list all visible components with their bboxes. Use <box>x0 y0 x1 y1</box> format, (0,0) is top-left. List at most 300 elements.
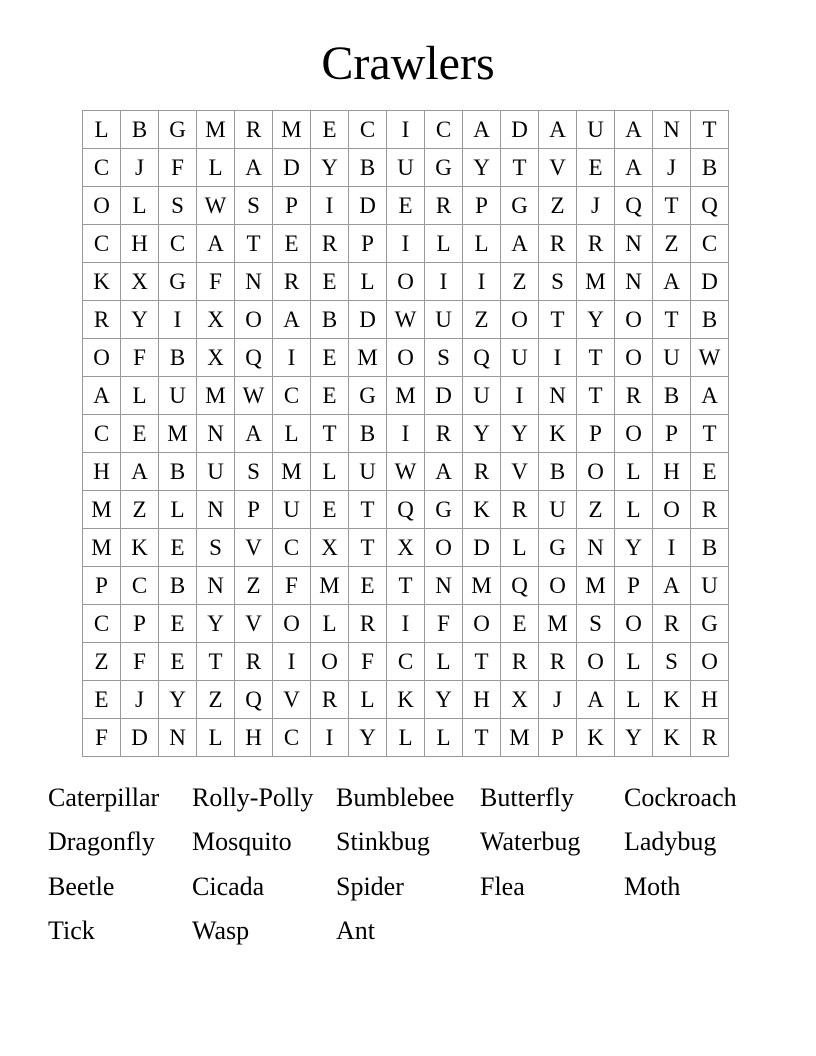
grid-cell[interactable]: Q <box>463 339 501 377</box>
grid-cell[interactable]: J <box>577 187 615 225</box>
grid-cell[interactable]: W <box>387 301 425 339</box>
grid-cell[interactable]: L <box>387 719 425 757</box>
grid-cell[interactable]: L <box>615 681 653 719</box>
grid-cell[interactable]: E <box>159 643 197 681</box>
grid-cell[interactable]: Q <box>615 187 653 225</box>
grid-cell[interactable]: K <box>83 263 121 301</box>
grid-cell[interactable]: T <box>539 301 577 339</box>
grid-cell[interactable]: I <box>539 339 577 377</box>
grid-cell[interactable]: V <box>235 529 273 567</box>
grid-cell[interactable]: A <box>425 453 463 491</box>
grid-cell[interactable]: K <box>121 529 159 567</box>
grid-cell[interactable]: B <box>691 149 729 187</box>
grid-cell[interactable]: D <box>425 377 463 415</box>
grid-cell[interactable]: P <box>539 719 577 757</box>
grid-cell[interactable]: G <box>501 187 539 225</box>
grid-cell[interactable]: M <box>539 605 577 643</box>
grid-cell[interactable]: O <box>463 605 501 643</box>
grid-cell[interactable]: I <box>387 605 425 643</box>
grid-cell[interactable]: F <box>349 643 387 681</box>
grid-cell[interactable]: M <box>83 491 121 529</box>
grid-cell[interactable]: T <box>349 491 387 529</box>
word-list-item: Waterbug <box>480 827 581 857</box>
grid-cell[interactable]: W <box>197 187 235 225</box>
grid-cell[interactable]: Z <box>653 225 691 263</box>
grid-cell[interactable]: L <box>121 377 159 415</box>
grid-cell[interactable]: P <box>577 415 615 453</box>
grid-cell[interactable]: F <box>159 149 197 187</box>
grid-cell[interactable]: L <box>501 529 539 567</box>
grid-row <box>83 681 729 719</box>
grid-cell[interactable]: T <box>235 225 273 263</box>
grid-cell[interactable]: C <box>83 415 121 453</box>
grid-cell[interactable]: R <box>691 719 729 757</box>
grid-cell[interactable]: Y <box>463 415 501 453</box>
grid-cell[interactable]: L <box>197 149 235 187</box>
grid-cell[interactable]: M <box>159 415 197 453</box>
grid-cell[interactable]: T <box>349 529 387 567</box>
grid-cell[interactable]: G <box>691 605 729 643</box>
grid-cell[interactable]: M <box>273 111 311 149</box>
grid-cell[interactable]: R <box>615 377 653 415</box>
grid-cell[interactable]: R <box>425 415 463 453</box>
grid-cell[interactable]: B <box>653 377 691 415</box>
grid-cell[interactable]: R <box>349 605 387 643</box>
grid-cell[interactable]: E <box>273 225 311 263</box>
word-list <box>48 778 788 955</box>
grid-cell[interactable]: E <box>121 415 159 453</box>
grid-cell[interactable]: N <box>615 263 653 301</box>
grid-cell[interactable]: Q <box>691 187 729 225</box>
grid-cell[interactable]: Z <box>577 491 615 529</box>
grid-cell[interactable]: M <box>463 567 501 605</box>
grid-cell[interactable]: V <box>501 453 539 491</box>
grid-cell[interactable]: I <box>425 263 463 301</box>
grid-cell[interactable]: X <box>197 339 235 377</box>
grid-cell[interactable]: A <box>235 415 273 453</box>
grid-cell[interactable]: O <box>691 643 729 681</box>
grid-cell[interactable]: K <box>387 681 425 719</box>
grid-cell[interactable]: O <box>615 339 653 377</box>
grid-cell[interactable]: T <box>387 567 425 605</box>
grid-cell[interactable]: A <box>235 149 273 187</box>
grid-cell[interactable]: E <box>501 605 539 643</box>
grid-cell[interactable]: E <box>311 491 349 529</box>
grid-cell[interactable]: A <box>121 453 159 491</box>
grid-cell[interactable]: E <box>159 529 197 567</box>
grid-cell[interactable]: T <box>501 149 539 187</box>
grid-cell[interactable]: P <box>349 225 387 263</box>
grid-cell[interactable]: H <box>463 681 501 719</box>
grid-cell[interactable]: G <box>159 263 197 301</box>
grid-cell[interactable]: W <box>691 339 729 377</box>
grid-cell[interactable]: S <box>159 187 197 225</box>
grid-cell[interactable]: U <box>653 339 691 377</box>
grid-cell[interactable]: W <box>235 377 273 415</box>
grid-cell[interactable]: J <box>121 681 159 719</box>
grid-cell[interactable]: O <box>615 301 653 339</box>
grid-cell[interactable]: A <box>691 377 729 415</box>
grid-cell[interactable]: K <box>653 681 691 719</box>
grid-cell[interactable]: A <box>501 225 539 263</box>
grid-cell[interactable]: M <box>577 263 615 301</box>
grid-cell[interactable]: G <box>539 529 577 567</box>
grid-cell[interactable]: B <box>159 339 197 377</box>
grid-cell[interactable]: N <box>159 719 197 757</box>
grid-cell[interactable]: R <box>425 187 463 225</box>
grid-cell[interactable]: Y <box>159 681 197 719</box>
grid-cell[interactable]: Z <box>121 491 159 529</box>
grid-cell[interactable]: L <box>615 491 653 529</box>
grid-cell[interactable]: A <box>273 301 311 339</box>
grid-cell[interactable]: A <box>615 111 653 149</box>
grid-cell[interactable]: L <box>349 681 387 719</box>
grid-cell[interactable]: T <box>463 643 501 681</box>
grid-cell[interactable]: M <box>577 567 615 605</box>
grid-cell[interactable]: A <box>615 149 653 187</box>
grid-cell[interactable]: Z <box>501 263 539 301</box>
grid-cell[interactable]: Y <box>311 149 349 187</box>
grid-cell[interactable]: O <box>501 301 539 339</box>
grid-cell[interactable]: X <box>311 529 349 567</box>
grid-cell[interactable]: B <box>159 567 197 605</box>
grid-cell[interactable]: L <box>159 491 197 529</box>
grid-cell[interactable]: C <box>159 225 197 263</box>
grid-cell[interactable]: R <box>83 301 121 339</box>
word-list-item: Cicada <box>192 871 265 901</box>
grid-cell[interactable]: T <box>463 719 501 757</box>
grid-cell[interactable]: P <box>235 491 273 529</box>
word-list-item: Stinkbug <box>336 827 430 857</box>
grid-cell[interactable]: P <box>615 567 653 605</box>
grid-cell[interactable]: P <box>273 187 311 225</box>
grid-cell[interactable]: R <box>463 453 501 491</box>
grid-cell[interactable]: O <box>539 567 577 605</box>
grid-cell[interactable]: G <box>349 377 387 415</box>
grid-cell[interactable]: U <box>539 491 577 529</box>
grid-cell[interactable]: V <box>539 149 577 187</box>
grid-cell[interactable]: T <box>197 643 235 681</box>
grid-cell[interactable]: O <box>83 187 121 225</box>
grid-cell[interactable]: B <box>121 111 159 149</box>
grid-cell[interactable]: T <box>653 301 691 339</box>
grid-cell[interactable]: N <box>653 111 691 149</box>
grid-cell[interactable]: A <box>577 681 615 719</box>
grid-cell[interactable]: V <box>235 605 273 643</box>
grid-cell[interactable]: T <box>577 339 615 377</box>
grid-cell[interactable]: N <box>197 415 235 453</box>
grid-cell[interactable]: D <box>349 187 387 225</box>
grid-cell[interactable]: G <box>425 149 463 187</box>
grid-cell[interactable]: I <box>311 719 349 757</box>
grid-cell[interactable]: T <box>577 377 615 415</box>
grid-cell[interactable]: A <box>83 377 121 415</box>
grid-cell[interactable]: Z <box>539 187 577 225</box>
grid-cell[interactable]: A <box>653 263 691 301</box>
grid-cell[interactable]: F <box>121 339 159 377</box>
grid-cell[interactable]: A <box>539 111 577 149</box>
grid-cell[interactable]: S <box>577 605 615 643</box>
grid-cell[interactable]: L <box>311 605 349 643</box>
grid-cell[interactable]: C <box>273 377 311 415</box>
grid-cell[interactable]: S <box>235 187 273 225</box>
grid-cell[interactable]: Q <box>235 339 273 377</box>
grid-cell[interactable]: I <box>273 643 311 681</box>
grid-cell[interactable]: M <box>311 567 349 605</box>
grid-cell[interactable]: N <box>197 491 235 529</box>
grid-cell[interactable]: P <box>653 415 691 453</box>
grid-cell[interactable]: N <box>197 567 235 605</box>
grid-cell[interactable]: N <box>235 263 273 301</box>
grid-cell[interactable]: S <box>425 339 463 377</box>
grid-cell[interactable]: Z <box>83 643 121 681</box>
grid-cell[interactable]: H <box>235 719 273 757</box>
grid-cell[interactable]: M <box>83 529 121 567</box>
grid-cell[interactable]: S <box>235 453 273 491</box>
grid-cell[interactable]: U <box>159 377 197 415</box>
grid-cell[interactable]: I <box>159 301 197 339</box>
grid-row <box>83 111 729 149</box>
grid-cell[interactable]: B <box>691 301 729 339</box>
grid-cell[interactable]: R <box>653 605 691 643</box>
grid-cell[interactable]: H <box>121 225 159 263</box>
grid-cell[interactable]: N <box>539 377 577 415</box>
grid-cell[interactable]: A <box>197 225 235 263</box>
grid-cell[interactable]: A <box>463 111 501 149</box>
grid-cell[interactable]: L <box>615 643 653 681</box>
grid-cell[interactable]: Y <box>197 605 235 643</box>
grid-cell[interactable]: R <box>235 643 273 681</box>
grid-cell[interactable]: C <box>83 605 121 643</box>
grid-cell[interactable]: R <box>311 225 349 263</box>
grid-cell[interactable]: O <box>387 339 425 377</box>
grid-cell[interactable]: F <box>425 605 463 643</box>
grid-cell[interactable]: O <box>387 263 425 301</box>
grid-cell[interactable]: R <box>539 225 577 263</box>
grid-cell[interactable]: Q <box>387 491 425 529</box>
grid-cell[interactable]: I <box>501 377 539 415</box>
grid-cell[interactable]: C <box>83 149 121 187</box>
grid-cell[interactable]: K <box>653 719 691 757</box>
grid-cell[interactable]: R <box>691 491 729 529</box>
grid-cell[interactable]: O <box>235 301 273 339</box>
grid-cell[interactable]: B <box>159 453 197 491</box>
grid-cell[interactable]: F <box>83 719 121 757</box>
grid-cell[interactable]: D <box>463 529 501 567</box>
grid-cell[interactable]: O <box>577 453 615 491</box>
grid-cell[interactable]: C <box>387 643 425 681</box>
grid-cell[interactable]: C <box>425 111 463 149</box>
grid-cell[interactable]: L <box>311 453 349 491</box>
grid-cell[interactable]: P <box>121 605 159 643</box>
grid-cell[interactable]: R <box>539 643 577 681</box>
grid-cell[interactable]: Y <box>615 719 653 757</box>
grid-cell[interactable]: Y <box>615 529 653 567</box>
grid-cell[interactable]: K <box>463 491 501 529</box>
grid-cell[interactable]: E <box>349 567 387 605</box>
grid-cell[interactable]: U <box>691 567 729 605</box>
grid-cell[interactable]: T <box>311 415 349 453</box>
grid-cell[interactable]: U <box>577 111 615 149</box>
grid-cell[interactable]: A <box>653 567 691 605</box>
grid-cell[interactable]: I <box>311 187 349 225</box>
grid-cell[interactable]: Y <box>577 301 615 339</box>
grid-cell[interactable]: L <box>83 111 121 149</box>
grid-cell[interactable]: I <box>273 339 311 377</box>
grid-cell[interactable]: U <box>387 149 425 187</box>
grid-cell[interactable]: O <box>653 491 691 529</box>
grid-cell[interactable]: N <box>577 529 615 567</box>
grid-cell[interactable]: N <box>425 567 463 605</box>
grid-cell[interactable]: X <box>387 529 425 567</box>
grid-cell[interactable]: H <box>653 453 691 491</box>
grid-cell[interactable]: U <box>273 491 311 529</box>
grid-cell[interactable]: L <box>273 415 311 453</box>
grid-cell[interactable]: M <box>197 377 235 415</box>
grid-cell[interactable]: M <box>387 377 425 415</box>
grid-cell[interactable]: Q <box>501 567 539 605</box>
grid-cell[interactable]: K <box>577 719 615 757</box>
grid-cell[interactable]: R <box>311 681 349 719</box>
grid-row <box>83 453 729 491</box>
grid-row <box>83 225 729 263</box>
grid-cell[interactable]: U <box>463 377 501 415</box>
grid-cell[interactable]: Y <box>121 301 159 339</box>
grid-cell[interactable]: E <box>577 149 615 187</box>
grid-cell[interactable]: R <box>273 263 311 301</box>
grid-cell[interactable]: E <box>691 453 729 491</box>
grid-cell[interactable]: D <box>121 719 159 757</box>
grid-cell[interactable]: Z <box>463 301 501 339</box>
grid-cell[interactable]: M <box>197 111 235 149</box>
grid-cell[interactable]: C <box>691 225 729 263</box>
grid-cell[interactable]: B <box>311 301 349 339</box>
grid-cell[interactable]: O <box>311 643 349 681</box>
grid-cell[interactable]: D <box>501 111 539 149</box>
grid-cell[interactable]: N <box>615 225 653 263</box>
grid-cell[interactable]: C <box>83 225 121 263</box>
grid-cell[interactable]: R <box>577 225 615 263</box>
word-list-item: Bumblebee <box>336 783 455 812</box>
grid-cell[interactable]: U <box>197 453 235 491</box>
grid-cell[interactable]: O <box>425 529 463 567</box>
grid-cell[interactable]: D <box>273 149 311 187</box>
grid-cell[interactable]: R <box>235 111 273 149</box>
grid-cell[interactable]: G <box>159 111 197 149</box>
grid-cell[interactable]: Z <box>197 681 235 719</box>
grid-cell[interactable]: E <box>311 263 349 301</box>
grid-cell[interactable]: P <box>463 187 501 225</box>
grid-cell[interactable]: I <box>387 415 425 453</box>
grid-cell[interactable]: L <box>121 187 159 225</box>
grid-cell[interactable]: C <box>121 567 159 605</box>
grid-cell[interactable]: Q <box>235 681 273 719</box>
grid-cell[interactable]: X <box>197 301 235 339</box>
grid-cell[interactable]: L <box>349 263 387 301</box>
grid-cell[interactable]: L <box>425 225 463 263</box>
grid-cell[interactable]: L <box>425 643 463 681</box>
grid-cell[interactable]: F <box>273 567 311 605</box>
grid-cell[interactable]: J <box>653 149 691 187</box>
grid-cell[interactable]: X <box>501 681 539 719</box>
grid-cell[interactable]: T <box>653 187 691 225</box>
grid-cell[interactable]: F <box>121 643 159 681</box>
grid-cell[interactable]: S <box>197 529 235 567</box>
grid-cell[interactable]: Z <box>235 567 273 605</box>
grid-cell[interactable]: C <box>273 719 311 757</box>
page-title: Crawlers <box>321 37 495 90</box>
grid-cell[interactable]: R <box>501 643 539 681</box>
grid-cell[interactable]: C <box>349 111 387 149</box>
grid-cell[interactable]: I <box>653 529 691 567</box>
grid-cell[interactable]: T <box>691 111 729 149</box>
grid-cell[interactable]: Y <box>463 149 501 187</box>
grid-cell[interactable]: G <box>425 491 463 529</box>
grid-cell[interactable]: E <box>83 681 121 719</box>
grid-cell[interactable]: E <box>311 339 349 377</box>
grid-cell[interactable]: F <box>197 263 235 301</box>
grid-cell[interactable]: U <box>349 453 387 491</box>
grid-cell[interactable]: O <box>83 339 121 377</box>
grid-cell[interactable]: O <box>273 605 311 643</box>
grid-cell[interactable]: C <box>273 529 311 567</box>
grid-cell[interactable]: J <box>539 681 577 719</box>
grid-cell[interactable]: B <box>349 149 387 187</box>
grid-cell[interactable]: L <box>197 719 235 757</box>
grid-cell[interactable]: E <box>159 605 197 643</box>
grid-cell[interactable]: L <box>615 453 653 491</box>
grid-cell[interactable]: R <box>501 491 539 529</box>
grid-cell[interactable]: L <box>425 719 463 757</box>
grid-cell[interactable]: X <box>121 263 159 301</box>
grid-row <box>83 339 729 377</box>
grid-cell[interactable]: S <box>653 643 691 681</box>
grid-cell[interactable]: M <box>501 719 539 757</box>
grid-cell[interactable]: M <box>273 453 311 491</box>
grid-cell[interactable]: I <box>387 111 425 149</box>
grid-cell[interactable]: J <box>121 149 159 187</box>
grid-cell[interactable]: D <box>691 263 729 301</box>
grid-cell[interactable]: I <box>463 263 501 301</box>
grid-cell[interactable]: W <box>387 453 425 491</box>
grid-cell[interactable]: B <box>691 529 729 567</box>
grid-cell[interactable]: I <box>387 225 425 263</box>
grid-cell[interactable]: E <box>311 111 349 149</box>
grid-cell[interactable]: Y <box>349 719 387 757</box>
grid-cell[interactable]: O <box>615 605 653 643</box>
grid-cell[interactable]: L <box>463 225 501 263</box>
grid-cell[interactable]: D <box>349 301 387 339</box>
grid-cell[interactable]: S <box>539 263 577 301</box>
grid-cell[interactable]: E <box>311 377 349 415</box>
grid-cell[interactable]: O <box>577 643 615 681</box>
grid-cell[interactable]: T <box>691 415 729 453</box>
grid-cell[interactable]: H <box>83 453 121 491</box>
grid-cell[interactable]: Y <box>425 681 463 719</box>
grid-cell[interactable]: Y <box>501 415 539 453</box>
grid-cell[interactable]: M <box>349 339 387 377</box>
grid-cell[interactable]: H <box>691 681 729 719</box>
grid-cell[interactable]: U <box>425 301 463 339</box>
grid-cell[interactable]: B <box>539 453 577 491</box>
grid-cell[interactable]: B <box>349 415 387 453</box>
grid-cell[interactable]: E <box>387 187 425 225</box>
grid-cell[interactable]: P <box>83 567 121 605</box>
grid-cell[interactable]: V <box>273 681 311 719</box>
grid-cell[interactable]: O <box>615 415 653 453</box>
grid-cell[interactable]: U <box>501 339 539 377</box>
grid-cell[interactable]: K <box>539 415 577 453</box>
